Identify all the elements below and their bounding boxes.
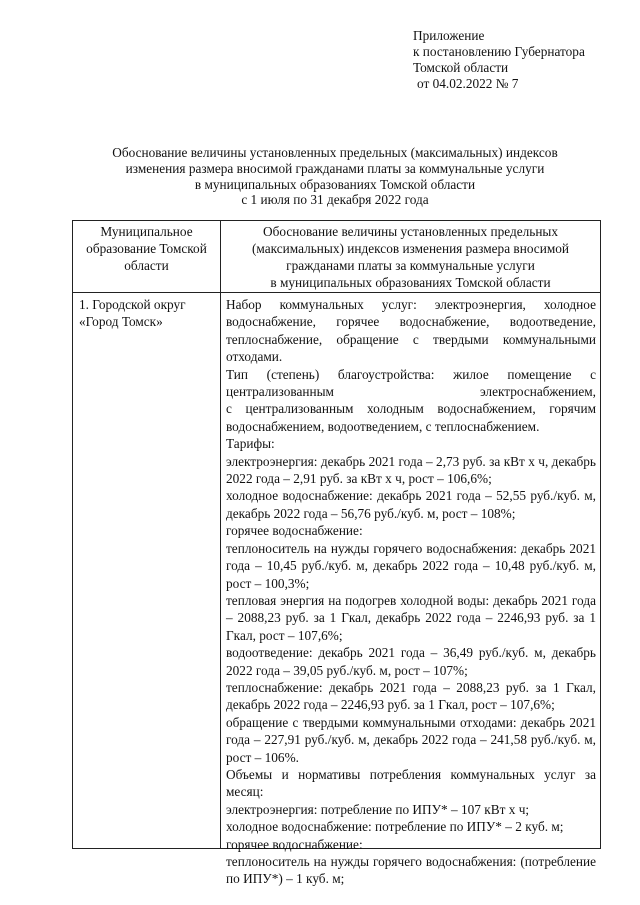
appendix-line: Томской области [413,60,509,75]
justification-cell [221,293,601,887]
justification-table [72,220,601,887]
paragraph: обращение с твердыми коммунальными отходами: декабрь 2021 года – 227,91 руб./куб. м, декабрь 2022 года – 241,58 руб./куб. м, рост – 106%. [226,714,596,765]
paragraph: Тарифы: [226,436,275,452]
header-line: гражданами платы за коммунальные услуги [286,258,535,273]
header-line: Обоснование величины установленных предельных [262,224,559,239]
paragraph: теплоноситель на нужды горячего водоснабжения: декабрь 2021 года – 10,45 руб./куб. м, декабрь 2022 года – 10,48 руб./куб. м, рост – 100,3%; [226,540,596,591]
paragraph: горячее водоснабжение: [226,836,363,852]
header-justification [221,221,601,293]
paragraph: водоотведение: декабрь 2021 года – 36,49 руб./куб. м, декабрь 2022 года – 39,05 руб./куб. м, рост – 107%; [226,645,596,678]
municipality-cell: 1. Городской округ «Город Томск» [73,293,221,849]
table-header-row [73,221,601,293]
title-line: изменения размера вносимой гражданами платы за коммунальные услуги [125,160,545,176]
title-line: с 1 июля по 31 декабря 2022 года [241,192,429,208]
table-row [73,293,601,849]
paragraph: электроэнергия: потребление по ИПУ* – 107 кВт х ч; [226,801,530,817]
paragraph: Тип (степень) благоустройства: жилое помещение с централизованным электроснабжением, [226,366,596,400]
appendix-line: к постановлению Губернатора [413,44,585,59]
header-line: в муниципальных образованиях Томской области [270,275,551,290]
paragraph: Объемы и нормативы потребления коммунальных услуг за месяц: [226,766,596,800]
appendix-line: Приложение [413,28,485,43]
header-line: (максимальных) индексов изменения размера вносимой [251,241,570,256]
title-line: Обоснование величины установленных предельных (максимальных) индексов [112,145,558,160]
paragraph: холодное водоснабжение: декабрь 2021 года – 52,55 руб./куб. м, декабрь 2022 года – 56,76 руб./куб. м, рост – 108%; [226,488,596,521]
title-line: в муниципальных образованиях Томской области [194,176,476,192]
paragraph: теплоноситель на нужды горячего водоснабжения: (потребление по ИПУ*) – 1 куб. м; [226,854,596,887]
appendix-block [413,28,623,92]
appendix-line: от 04.02.2022 № 7 [417,76,519,91]
paragraph: электроэнергия: декабрь 2021 года – 2,73 руб. за кВт х ч, декабрь 2022 года – 2,91 руб. за кВт х ч, рост – 106,6%; [226,453,596,487]
paragraph: холодное водоснабжение: потребление по ИПУ* – 2 куб. м; [226,819,564,835]
paragraph: горячее водоснабжение: [226,523,363,539]
paragraph: с централизованным холодным водоснабжением, горячим водоснабжением, водоотведением, с теплоснабжением. [226,401,596,434]
document-title [70,145,600,208]
paragraph: Набор коммунальных услуг: электроэнергия, холодное водоснабжение, горячее водоснабжение, водоотведение, теплоснабжение, обращение с твердыми коммунальными отходами. [226,297,596,365]
justification-text [226,296,596,887]
paragraph: тепловая энергия на подогрев холодной воды: декабрь 2021 года – 2088,23 руб. за 1 Гкал, декабрь 2022 года – 2246,93 руб. за 1 Гкал, рост – 107,6%; [226,592,596,643]
header-municipality: Муниципальное образование Томской области [73,221,221,293]
paragraph: теплоснабжение: декабрь 2021 года – 2088,23 руб. за 1 Гкал, декабрь 2022 года – 2246,93 руб. за 1 Гкал, рост – 107,6%; [226,679,596,713]
